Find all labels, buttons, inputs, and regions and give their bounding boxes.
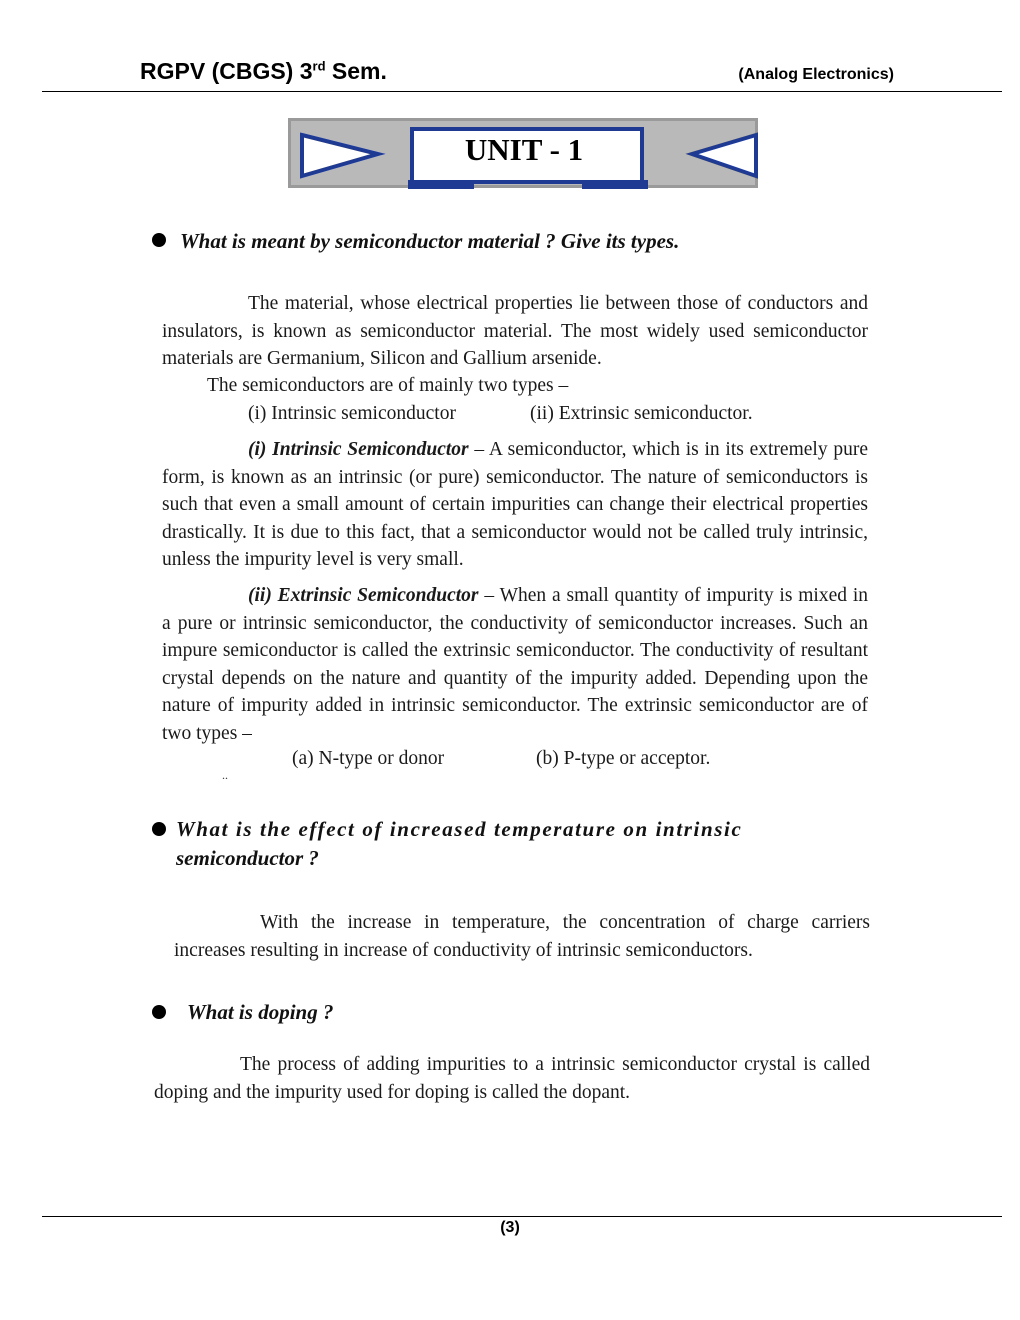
paragraph-temperature-effect: With the increase in temperature, the concentration of charge carriers increases resulting in increase of conductivity of intrinsic semiconductors. [174,912,870,961]
question-doping: What is doping ? [187,1000,334,1024]
unit-banner [288,118,758,193]
footer-rule [42,1216,1002,1217]
unit-title: UNIT - 1 [464,132,584,167]
paragraph-extrinsic-semiconductor: (ii) Extrinsic Semiconductor – When a small quantity of impurity is mixed in a pure or intrinsic semiconductor, the conductivity of semiconductor increases. Such an impure semiconductor is called the extrinsic semiconductor. The conductivity of resultant crystal depends on the nature and quantity of the impurity added. Depending upon the nature of impurity added in intrinsic semiconductor. The extrinsic semiconductor are of two types – [162,585,868,744]
paragraph-semiconductor-definition: The material, whose electrical properties lie between those of conductors and insulators, is known as semiconductor material. The most widely used semiconductor materials are Germanium, Silicon and Gallium arsenide. [162,293,868,369]
subtype-n-type: (a) N-type or donor [292,748,445,769]
subtype-p-type: (b) P-type or acceptor. [536,748,711,769]
header-course: RGPV (CBGS) 3rd Sem. [140,58,387,84]
ellipsis-mark: .. [222,768,228,782]
question-temperature-effect-line1: What is the effect of increased temperature on intrinsic [176,817,743,841]
extrinsic-term: (ii) Extrinsic Semiconductor [248,585,479,606]
question-semiconductor-material: What is meant by semiconductor material ? Give its types. [180,229,680,253]
header-rule [42,91,1002,92]
paragraph-doping: The process of adding impurities to a intrinsic semiconductor crystal is called doping and the impurity used for doping is called the dopant. [154,1054,870,1103]
paragraph-intrinsic-semiconductor: (i) Intrinsic Semiconductor – A semiconductor, which is in its extremely pure form, is known as an intrinsic (or pure) semiconductor. The nature of semiconductors is such that even a small amount of certain impurities can change their electrical properties drastically. It is due to this fact, that a semiconductor would not be called truly intrinsic, unless the impurity level is very small. [162,439,868,570]
bullet-icon [152,1005,166,1019]
type-intrinsic: (i) Intrinsic semiconductor [248,403,456,424]
page-number: (3) [500,1219,520,1236]
question-temperature-effect-line2: semiconductor ? [176,846,319,870]
header-subject: (Analog Electronics) [738,66,894,83]
intrinsic-term: (i) Intrinsic Semiconductor [248,439,469,460]
bullet-icon [152,233,166,247]
bullet-icon [152,822,166,836]
types-intro: The semiconductors are of mainly two types – [207,375,569,396]
type-extrinsic: (ii) Extrinsic semiconductor. [530,403,753,424]
